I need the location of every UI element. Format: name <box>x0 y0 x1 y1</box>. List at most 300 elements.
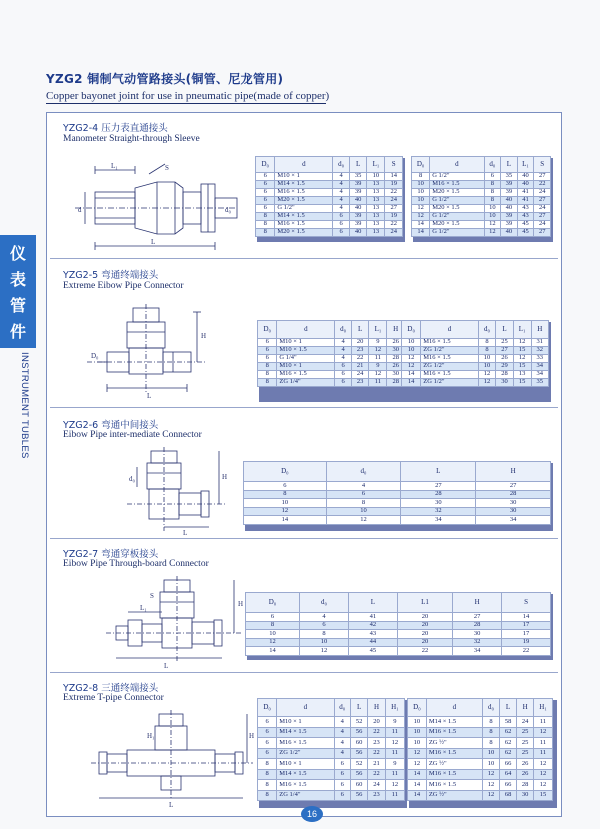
table-cell: 21 <box>368 759 385 770</box>
column-header: L <box>501 157 517 173</box>
label-l: L <box>183 529 188 537</box>
table-cell: 40 <box>501 205 517 213</box>
label-h1: H₁ <box>147 732 155 740</box>
elbow-intermediate-drawing <box>107 447 257 537</box>
label-l: L <box>169 801 174 808</box>
table-cell: 12 <box>534 769 553 780</box>
table-cell: 8 <box>483 738 500 749</box>
table-row <box>408 748 553 759</box>
table-cell: 56 <box>350 769 367 780</box>
table-cell: 14 <box>408 780 427 791</box>
table-cell: 10 <box>412 189 430 197</box>
column-header: d <box>277 699 334 717</box>
table-cell: 24 <box>351 371 369 379</box>
table-row <box>246 647 551 656</box>
table-cell: 6 <box>335 371 352 379</box>
table-cell: 12 <box>408 748 427 759</box>
column-header: L1 <box>397 593 452 613</box>
table-cell: 30 <box>476 499 551 508</box>
table-cell: 45 <box>517 229 534 237</box>
table-cell: 6 <box>334 790 350 801</box>
table-cell: 8 <box>246 621 300 630</box>
table-cell: 25 <box>517 738 534 749</box>
table-cell: 11 <box>385 748 404 759</box>
table-cell: M10 × 1 <box>277 717 334 728</box>
table-cell: 43 <box>517 205 534 213</box>
column-header: d₀ <box>335 321 352 339</box>
table-cell: 8 <box>244 490 327 499</box>
column-header: D₀ <box>244 462 327 482</box>
table-cell: 17 <box>502 630 551 639</box>
table-cell: 15 <box>513 347 531 355</box>
section-title-en: Extreme T-pipe Connector <box>63 693 164 703</box>
table-cell: 8 <box>258 371 277 379</box>
table-cell: 6 <box>256 197 275 205</box>
table-cell: 10 <box>244 499 327 508</box>
column-header: L <box>500 699 517 717</box>
table-cell: 40 <box>349 205 367 213</box>
table-cell: 56 <box>350 748 367 759</box>
table-cell: 8 <box>256 229 275 237</box>
table-cell: ZG 1/4" <box>277 379 335 387</box>
table-cell: M14 × 1.5 <box>275 181 333 189</box>
table-cell: 10 <box>402 347 421 355</box>
column-header: L <box>496 321 513 339</box>
table-cell: M20 × 1.5 <box>275 229 333 237</box>
spec-table-yzg2-8-left <box>257 698 405 801</box>
t-pipe-end-drawing <box>87 708 257 808</box>
table-cell: 39 <box>349 181 367 189</box>
table-cell: 6 <box>333 229 350 237</box>
table-cell: 11 <box>385 790 404 801</box>
column-header: H <box>517 699 534 717</box>
table-cell: 14 <box>246 647 300 656</box>
table-cell: 25 <box>517 727 534 738</box>
table-cell: 9 <box>369 339 387 347</box>
table-cell: M16 × 1.5 <box>277 780 334 791</box>
table-cell: ZG ½" <box>426 790 482 801</box>
table-cell: 6 <box>326 490 401 499</box>
table-cell: 10 <box>408 717 427 728</box>
spec-table-yzg2-5-right <box>401 320 549 387</box>
table-cell: 4 <box>334 717 350 728</box>
table-cell: 39 <box>501 181 517 189</box>
spec-table-yzg2-6 <box>243 461 551 525</box>
table-cell: 8 <box>258 790 277 801</box>
table-cell: 6 <box>256 181 275 189</box>
table-cell: 31 <box>531 339 548 347</box>
label-d: d <box>78 206 82 214</box>
column-header: L₁ <box>513 321 531 339</box>
label-h: H <box>201 332 207 340</box>
table-cell: 22 <box>368 727 385 738</box>
table-cell: 8 <box>484 189 500 197</box>
table-cell: 40 <box>517 173 534 181</box>
table-cell: 12 <box>478 371 495 379</box>
table-cell: 22 <box>368 748 385 759</box>
table-cell: M14 × 1.5 <box>426 717 482 728</box>
table-row <box>258 780 405 791</box>
table-cell: 12 <box>369 347 387 355</box>
table-cell: 17 <box>502 621 551 630</box>
table-cell: 41 <box>517 189 534 197</box>
table-cell: 28 <box>453 621 502 630</box>
table-cell: 10 <box>478 363 495 371</box>
table-cell: 8 <box>478 347 495 355</box>
column-header: D₀ <box>412 157 430 173</box>
table-cell: 22 <box>502 647 551 656</box>
table-cell: 9 <box>385 759 404 770</box>
section-yzg2-6 <box>47 407 561 538</box>
table-row <box>408 769 553 780</box>
table-cell: 10 <box>326 507 401 516</box>
table-cell: 41 <box>517 197 534 205</box>
column-header: D₀ <box>256 157 275 173</box>
table-cell: 35 <box>531 379 548 387</box>
table-cell: 24 <box>534 205 551 213</box>
table-cell: 8 <box>256 221 275 229</box>
table-cell: 11 <box>385 769 404 780</box>
side-category-label-en: INSTRUMENT TUBLES <box>19 352 30 459</box>
table-cell: 40 <box>517 181 534 189</box>
table-cell: 40 <box>349 197 367 205</box>
spec-table-yzg2-5-left <box>257 320 405 387</box>
table-cell: 26 <box>496 355 513 363</box>
table-cell: 8 <box>483 727 500 738</box>
column-header: L <box>350 699 367 717</box>
table-cell: 13 <box>367 221 385 229</box>
table-cell: 30 <box>476 507 551 516</box>
table-cell: 12 <box>513 355 531 363</box>
table-cell: 52 <box>350 717 367 728</box>
section-yzg2-8 <box>47 672 561 818</box>
table-cell: 15 <box>513 363 531 371</box>
table-cell: 60 <box>350 738 367 749</box>
table-cell: M16 × 1.5 <box>426 780 482 791</box>
table-cell: 4 <box>333 173 350 181</box>
column-header: S <box>502 593 551 613</box>
table-cell: M14 × 1.5 <box>275 213 333 221</box>
table-cell: 35 <box>501 173 517 181</box>
column-header: L₁ <box>517 157 534 173</box>
column-header: H₁ <box>534 699 553 717</box>
table-cell: 6 <box>258 727 277 738</box>
table-cell: M10 × 1 <box>277 759 334 770</box>
table-row <box>246 630 551 639</box>
table-cell: 4 <box>333 197 350 205</box>
table-cell: 8 <box>326 499 401 508</box>
table-cell: 11 <box>385 727 404 738</box>
table-cell: G 1/2" <box>275 205 333 213</box>
column-header: D₀ <box>258 321 277 339</box>
table-row <box>246 638 551 647</box>
table-cell: 28 <box>496 371 513 379</box>
label-l1: L₁ <box>111 162 118 170</box>
table-cell: G 1/2" <box>430 173 484 181</box>
section-title-cn: YZG2-6 弯通中间接头 <box>63 420 159 431</box>
table-cell: 24 <box>385 229 403 237</box>
table-cell: 11 <box>534 748 553 759</box>
table-cell: 20 <box>397 621 452 630</box>
table-cell: 27 <box>401 482 476 491</box>
table-cell: 19 <box>502 638 551 647</box>
table-cell: 22 <box>351 355 369 363</box>
table-cell: G 1/2" <box>430 197 484 205</box>
table-cell: 15 <box>534 790 553 801</box>
table-row <box>244 482 551 491</box>
table-cell: 12 <box>534 780 553 791</box>
table-cell: M16 × 1.5 <box>275 221 333 229</box>
table-cell: 13 <box>513 371 531 379</box>
table-cell: 10 <box>412 197 430 205</box>
table-cell: M20 × 1.5 <box>430 189 484 197</box>
table-cell: M16 × 1.5 <box>421 355 479 363</box>
elbow-end-drawing <box>77 302 237 402</box>
table-cell: 25 <box>496 339 513 347</box>
table-cell: 30 <box>387 347 405 355</box>
table-cell: M20 × 1.5 <box>430 221 484 229</box>
table-cell: 62 <box>500 738 517 749</box>
table-cell: 14 <box>385 173 403 181</box>
table-row <box>256 229 403 237</box>
table-cell: 30 <box>517 790 534 801</box>
table-row <box>244 516 551 525</box>
table-row <box>244 507 551 516</box>
table-cell: 6 <box>256 189 275 197</box>
table-cell: 40 <box>501 229 517 237</box>
table-cell: 34 <box>453 647 502 656</box>
table-cell: 39 <box>349 213 367 221</box>
table-cell: 12 <box>244 507 327 516</box>
column-header: L <box>401 462 476 482</box>
table-cell: 19 <box>385 213 403 221</box>
table-cell: 41 <box>348 613 397 622</box>
table-row <box>258 717 405 728</box>
table-cell: 12 <box>385 780 404 791</box>
table-cell: 12 <box>385 738 404 749</box>
spec-table-yzg2-8-right <box>407 698 553 801</box>
table-cell: 52 <box>350 759 367 770</box>
spec-table-yzg2-4-left <box>255 156 403 237</box>
table-cell: 39 <box>501 213 517 221</box>
table-cell: 45 <box>517 221 534 229</box>
table-cell: 8 <box>478 339 495 347</box>
table-cell: 34 <box>401 516 476 525</box>
table-cell: 27 <box>534 213 551 221</box>
table-cell: 13 <box>367 189 385 197</box>
table-cell: ZG 1/2" <box>421 379 479 387</box>
table-cell: 23 <box>351 379 369 387</box>
table-cell: 45 <box>348 647 397 656</box>
table-cell: 30 <box>401 499 476 508</box>
table-cell: 22 <box>534 181 551 189</box>
table-cell: 12 <box>369 371 387 379</box>
table-cell: 14 <box>408 769 427 780</box>
table-cell: 24 <box>368 780 385 791</box>
table-cell: 20 <box>397 630 452 639</box>
table-cell: 6 <box>334 759 350 770</box>
table-cell: 66 <box>500 780 517 791</box>
table-cell: 26 <box>387 339 405 347</box>
table-cell: 6 <box>246 613 300 622</box>
section-title-cn: YZG2-7 弯通穿板接头 <box>63 549 159 560</box>
table-cell: 62 <box>500 727 517 738</box>
section-yzg2-5 <box>47 258 561 407</box>
column-header: D₀ <box>408 699 427 717</box>
label-h: H <box>249 732 255 740</box>
table-cell: 8 <box>258 780 277 791</box>
table-cell: 10 <box>408 727 427 738</box>
table-cell: 23 <box>351 347 369 355</box>
table-cell: 24 <box>534 189 551 197</box>
column-header: L <box>351 321 369 339</box>
table-row <box>258 748 405 759</box>
table-cell: M16 × 1.5 <box>426 769 482 780</box>
table-cell: 68 <box>500 790 517 801</box>
table-cell: 43 <box>517 213 534 221</box>
column-header: D₀ <box>246 593 300 613</box>
table-cell: M10 × 1 <box>277 363 335 371</box>
label-h: H <box>238 600 244 608</box>
table-cell: 23 <box>368 790 385 801</box>
column-header: d₀ <box>334 699 350 717</box>
table-cell: M16 × 1.5 <box>430 181 484 189</box>
table-cell: 21 <box>351 363 369 371</box>
table-cell: 22 <box>397 647 452 656</box>
table-cell: 11 <box>534 738 553 749</box>
table-cell: 13 <box>367 181 385 189</box>
table-cell: 30 <box>496 379 513 387</box>
table-cell: 66 <box>500 759 517 770</box>
column-header: d <box>275 157 333 173</box>
table-cell: 62 <box>500 748 517 759</box>
table-cell: M20 × 1.5 <box>430 205 484 213</box>
table-cell: 10 <box>483 759 500 770</box>
table-cell: ZG 1/4" <box>277 790 334 801</box>
column-header: H₁ <box>385 699 404 717</box>
label-l: L <box>164 662 169 670</box>
table-cell: 15 <box>513 379 531 387</box>
table-cell: 6 <box>334 780 350 791</box>
table-cell: 6 <box>258 748 277 759</box>
table-cell: 29 <box>496 363 513 371</box>
table-cell: ZG 1/2" <box>421 363 479 371</box>
table-cell: 27 <box>385 205 403 213</box>
table-cell: 56 <box>350 727 367 738</box>
section-title-cn: YZG2-8 三通终端接头 <box>63 683 159 694</box>
table-row <box>408 717 553 728</box>
table-cell: ZG 1/2" <box>421 347 479 355</box>
table-cell: 10 <box>246 630 300 639</box>
table-row <box>246 613 551 622</box>
table-cell: 12 <box>402 355 421 363</box>
section-title-en: Manometer Straight-through Sleeve <box>63 134 200 144</box>
table-cell: 44 <box>348 638 397 647</box>
table-cell: 14 <box>412 229 430 237</box>
table-cell: 10 <box>402 339 421 347</box>
table-cell: 6 <box>256 205 275 213</box>
table-cell: 60 <box>350 780 367 791</box>
table-cell: 34 <box>531 363 548 371</box>
table-cell: 26 <box>387 363 405 371</box>
table-cell: 6 <box>244 482 327 491</box>
table-cell: 14 <box>244 516 327 525</box>
table-cell: 4 <box>335 355 352 363</box>
side-tab-char-2: 表 <box>9 270 26 289</box>
table-cell: 22 <box>385 221 403 229</box>
table-cell: 28 <box>401 490 476 499</box>
table-cell: 40 <box>349 229 367 237</box>
label-d0: d₀ <box>225 206 231 214</box>
table-cell: 39 <box>501 221 517 229</box>
table-cell: 12 <box>478 379 495 387</box>
table-cell: 12 <box>483 780 500 791</box>
table-cell: 8 <box>258 379 277 387</box>
table-cell: 6 <box>258 717 277 728</box>
table-row <box>402 379 549 387</box>
table-cell: 14 <box>402 379 421 387</box>
table-cell: 12 <box>246 638 300 647</box>
table-cell: 39 <box>349 221 367 229</box>
table-cell: 14 <box>412 221 430 229</box>
table-row <box>244 499 551 508</box>
table-cell: 13 <box>367 205 385 213</box>
table-cell: 40 <box>501 197 517 205</box>
section-yzg2-4 <box>47 112 561 258</box>
table-cell: 27 <box>453 613 502 622</box>
table-cell: 4 <box>334 738 350 749</box>
table-cell: 12 <box>484 221 500 229</box>
label-D0: D₀ <box>91 352 99 360</box>
table-cell: 10 <box>300 638 349 647</box>
table-cell: 39 <box>349 189 367 197</box>
table-cell: 26 <box>517 769 534 780</box>
table-cell: M16 × 1.5 <box>277 371 335 379</box>
table-cell: 6 <box>256 173 275 181</box>
table-cell: 6 <box>300 621 349 630</box>
table-cell: 32 <box>401 507 476 516</box>
table-cell: 10 <box>367 173 385 181</box>
table-cell: 9 <box>369 363 387 371</box>
table-cell: 8 <box>300 630 349 639</box>
table-row <box>408 727 553 738</box>
table-cell: M14 × 1.5 <box>277 727 334 738</box>
table-cell: ZG ½" <box>426 759 482 770</box>
table-cell: 22 <box>385 189 403 197</box>
side-tab-char-3: 管 <box>9 296 26 315</box>
column-header: H <box>368 699 385 717</box>
table-cell: 12 <box>484 229 500 237</box>
table-cell: 28 <box>476 490 551 499</box>
elbow-through-board-drawing <box>102 574 262 670</box>
table-row <box>258 759 405 770</box>
column-header: d₀ <box>300 593 349 613</box>
table-cell: 24 <box>517 717 534 728</box>
table-row <box>244 490 551 499</box>
section-title-en: Extreme Eibow Pipe Connector <box>63 281 184 291</box>
table-cell: 8 <box>484 181 500 189</box>
column-header: d₀ <box>333 157 350 173</box>
table-cell: 10 <box>412 181 430 189</box>
table-row <box>258 727 405 738</box>
column-header: D₀ <box>402 321 421 339</box>
table-cell: 6 <box>333 221 350 229</box>
table-cell: 8 <box>256 213 275 221</box>
table-cell: 8 <box>258 759 277 770</box>
table-cell: 4 <box>326 482 401 491</box>
table-row <box>412 229 551 237</box>
column-header: D₀ <box>258 699 277 717</box>
